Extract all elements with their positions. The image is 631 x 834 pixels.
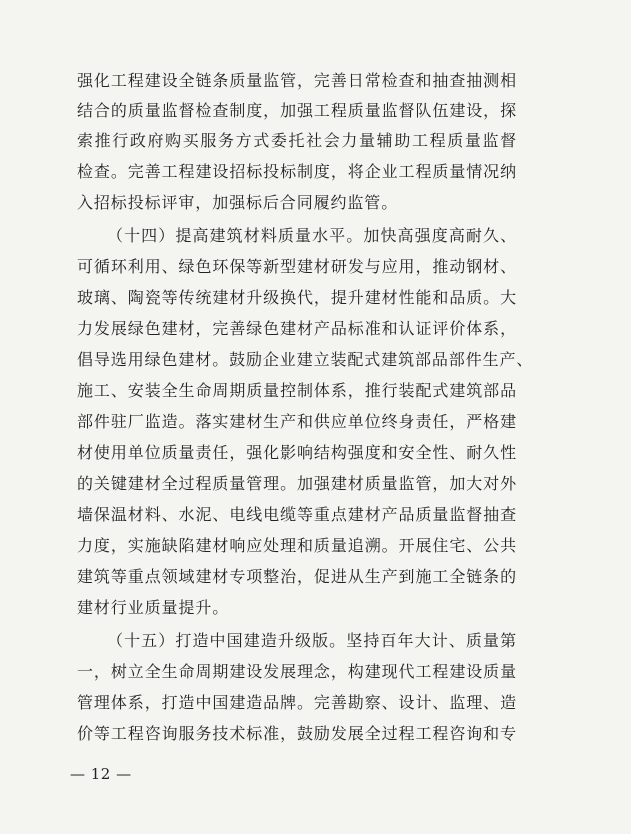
text-line: 施工、安装全生命周期质量控制体系，推行装配式建筑部品 — [77, 381, 517, 400]
section-heading-line: （十五）打造中国建造升级版。坚持百年大计、质量第 — [107, 631, 517, 650]
section-heading-line: （十四）提高建筑材料质量水平。加快高强度高耐久、 — [107, 226, 517, 245]
text-line: 建材行业质量提升。 — [77, 598, 230, 617]
text-line: 管理体系，打造中国建造品牌。完善勘察、设计、监理、造 — [77, 693, 517, 712]
page-number: — 12 — — [70, 765, 132, 783]
text-line: 价等工程咨询服务技术标准，鼓励发展全过程工程咨询和专 — [77, 724, 517, 743]
text-line: 强化工程建设全链条质量监管，完善日常检查和抽查抽测相 — [77, 71, 517, 90]
text-line: 结合的质量监督检查制度，加强工程质量监督队伍建设，探 — [77, 101, 517, 120]
text-line: 力发展绿色建材，完善绿色建材产品标准和认证评价体系， — [77, 319, 517, 338]
text-line: 一，树立全生命周期建设发展理念，构建现代工程建设质量 — [77, 662, 517, 681]
text-line: 倡导选用绿色建材。鼓励企业建立装配式建筑部品部件生产、 — [77, 350, 534, 369]
text-line: 墙保温材料、水泥、电线电缆等重点建材产品质量监督抽查 — [77, 505, 517, 524]
text-line: 入招标投标评审，加强标后合同履约监管。 — [77, 193, 399, 212]
text-line: 材使用单位质量责任，强化影响结构强度和安全性、耐久性 — [77, 443, 517, 462]
text-line: 的关键建材全过程质量管理。加强建材质量监管，加大对外 — [77, 474, 517, 493]
text-line: 可循环利用、绿色环保等新型建材研发与应用，推动钢材、 — [77, 257, 517, 276]
text-line: 检查。完善工程建设招标投标制度，将企业工程质量情况纳 — [77, 162, 517, 181]
text-line: 部件驻厂监造。落实建材生产和供应单位终身责任，严格建 — [77, 412, 517, 431]
text-line: 索推行政府购买服务方式委托社会力量辅助工程质量监督 — [77, 131, 517, 150]
text-line: 力度，实施缺陷建材响应处理和质量追溯。开展住宅、公共 — [77, 536, 517, 555]
text-line: 玻璃、陶瓷等传统建材升级换代，提升建材性能和品质。大 — [77, 288, 517, 307]
text-line: 建筑等重点领域建材专项整治，促进从生产到施工全链条的 — [77, 567, 517, 586]
